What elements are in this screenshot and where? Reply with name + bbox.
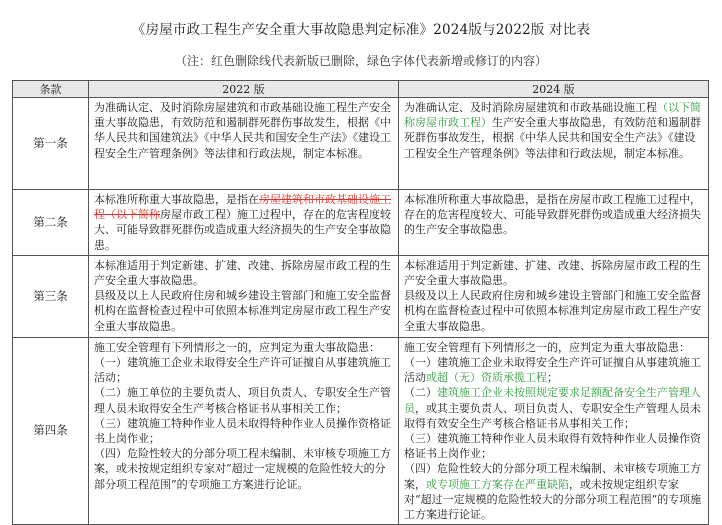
table-row [13,255,709,337]
clause-paragraph [94,446,392,492]
clause-paragraph [94,340,392,355]
deleted-text: 房屋建筑和市政基础设施工程（以下简称 [94,193,391,222]
cell-2022 [89,337,399,524]
cell-2024 [399,190,709,256]
article-label: 第三条 [13,255,89,337]
clause-text: 房屋市政工程）施工过程中，存在的危害程度较大、可能导致群死群伤或造成重大经济损失的生产安全事故隐患。 [94,208,391,252]
clause-text: （二）施工单位的主要负责人、项目负责人、专职安全生产管理人员未取得安全生产考核合格证书从事相关工作； [94,386,391,415]
table-row [13,190,709,256]
clause-text: 本标准适用于判定新建、扩建、改建、拆除房屋市政工程的生产安全重大事故隐患。 [94,258,391,288]
clause-paragraph [94,258,392,288]
clause-paragraph [404,288,702,334]
clause-paragraph [94,100,392,161]
clause-paragraph [94,416,392,446]
clause-paragraph [94,192,392,253]
clause-text: 本标准所称重大事故隐患，是指在房屋市政工程施工过程中，存在的危害程度较大、可能导致群死群伤或造成重大经济损失的生产安全事故隐患。 [404,193,701,237]
header-2022: 2022 版 [89,81,399,98]
clause-text: （四）危险性较大的分部分项工程未编制、未审核专项施工方案， [404,462,701,491]
cell-2024 [399,98,709,190]
clause-paragraph [404,258,702,288]
clause-text: （二） [404,386,437,400]
clause-text: 施工安全管理有下列情形之一的，应判定为重大事故隐患： [404,340,690,354]
cell-2022 [89,255,399,337]
clause-paragraph [404,461,702,522]
added-text: 或超（无）资质承揽工程 [426,371,547,385]
comparison-table [12,80,709,525]
clause-text: （四）危险性较大的分部分项工程未编制、未审核专项施工方案，或未按规定组织专家对“超过一定规模的危险性较大的分部分项工程范围”的专项施工方案进行论证。 [94,447,391,491]
clause-text: 为准确认定、及时消除房屋建筑和市政基础设施工程生产安全重大事故隐患，有效防范和遏制群死群伤事故发生，根据《中华人民共和国建筑法》《中华人民共和国安全生产法》《建设工程安全生产管理条例》等法律和行政法规，制定本标准。 [94,101,391,160]
added-text: 建筑施工企业未按照规定要求足额配备安全生产管理人员 [404,386,701,415]
clause-paragraph [404,385,702,431]
legend-note: （注：红色删除线代表新版已删除，绿色字体代表新增或修订的内容） [174,54,547,68]
cell-2022 [89,190,399,256]
page-title: 《房屋市政工程生产安全重大事故隐患判定标准》2024版与2022版 对比表 [131,22,591,38]
clause-paragraph [404,340,702,355]
added-text: 或专项施工方案存在严重缺陷 [426,477,569,491]
clause-text: 为准确认定、及时消除房屋建筑和市政基础设施工程 [404,101,657,114]
header-article: 条款 [13,81,89,98]
clause-text: ，或未按规定组织专家对“超过一定规模的危险性较大的分部分项工程范围”的专项施工方案进行论证。 [404,477,702,522]
article-label: 第二条 [13,190,89,256]
clause-text: （三）建筑施工特种作业人员未取得特种作业人员操作资格证书上岗作业； [94,416,391,446]
header-2024: 2024 版 [399,81,709,98]
clause-text: 本标准适用于判定新建、扩建、改建、拆除房屋市政工程的生产安全重大事故隐患。 [404,258,701,288]
clause-paragraph [404,431,702,461]
clause-text: （一）建筑施工企业未取得安全生产许可证擅自从事建筑施工活动 [404,356,701,385]
article-label: 第四条 [13,337,89,524]
clause-text: 施工安全管理有下列情形之一的，应判定为重大事故隐患： [94,340,380,354]
clause-text: （一）建筑施工企业未取得安全生产许可证擅自从事建筑施工活动； [94,356,391,385]
clause-text: ，或其主要负责人、项目负责人、专职安全生产管理人员未取得有效安全生产考核合格证书从事相关工作； [404,401,701,430]
clause-text: 县级及以上人民政府住房和城乡建设主管部门和施工安全监督机构在监督检查过程中可依照本标准判定房屋市政工程生产安全重大事故隐患。 [404,289,701,333]
table-row [13,337,709,524]
clause-text: 县级及以上人民政府住房和城乡建设主管部门和施工安全监督机构在监督检查过程中可依照本标准判定房屋市政工程生产安全重大事故隐患。 [94,289,391,333]
table-header-row [13,81,709,98]
clause-paragraph [94,385,392,415]
clause-text: 生产安全重大事故隐患，有效防范和遏制群死群伤事故发生，根据《中华人民共和国安全生产法》《建设工程安全生产管理条例》等法律和行政法规，制定本标准。 [404,116,701,160]
clause-text: （三）建筑施工特种作业人员未取得有效特种作业人员操作资格证书上岗作业； [404,432,701,461]
clause-paragraph [404,100,702,161]
cell-2022 [89,98,399,190]
cell-2024 [399,337,709,524]
clause-text: 本标准所称重大事故隐患，是指在 [94,193,259,206]
clause-text: ； [547,371,558,385]
clause-paragraph [94,288,392,334]
article-label: 第一条 [13,98,89,190]
cell-2024 [399,255,709,337]
clause-paragraph [404,192,702,238]
table-row [13,98,709,190]
clause-paragraph [404,355,702,385]
added-text: （以下简称房屋市政工程） [404,101,701,130]
clause-paragraph [94,355,392,385]
